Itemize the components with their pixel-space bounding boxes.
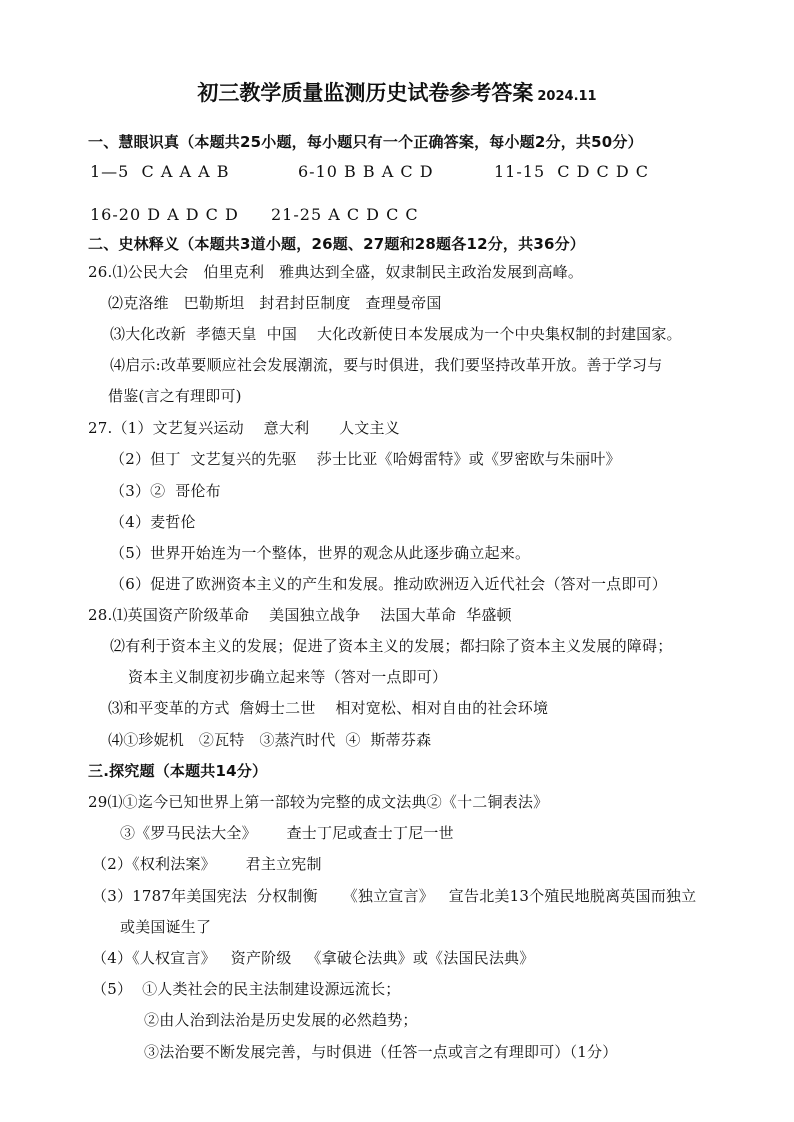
q29-line: ③法治要不断发展完善，与时俱进（任答一点或言之有理即可）（1分） [144, 1043, 618, 1061]
q26-line: ⑵克洛维 巴勒斯坦 封君封臣制度 查理曼帝国 [108, 294, 442, 312]
q27-line: 27.（1）文艺复兴运动 意大利 人文主义 [88, 419, 400, 437]
q27-line: （4）麦哲伦 [110, 513, 196, 531]
q29-line: （2）《权利法案》 君主立宪制 [92, 855, 322, 873]
section2-heading: 二、史林释义（本题共3道小题，26题、27题和28题各12分，共36分） [88, 235, 586, 253]
page-title [0, 80, 794, 110]
q29-line: （5） ①人类社会的民主法制建设源远流长； [92, 980, 401, 998]
title-text: 初三教学质量监测历史试卷参考答案 [197, 81, 534, 105]
q27-line: （3）② 哥伦布 [110, 482, 221, 500]
q26-line: 26.⑴公民大会 伯里克利 雅典达到全盛，奴隶制民主政治发展到高峰。 [88, 263, 584, 281]
q26-line: ⑶大化改新 孝德天皇 中国 大化改新使日本发展成为一个中央集权制的封建国家。 [110, 325, 682, 343]
mc-answers-6-10: 6-10 B B A C D [298, 162, 434, 181]
q29-line: 或美国诞生了 [120, 918, 212, 936]
q28-line: ⑵有利于资本主义的发展；促进了资本主义的发展；都扫除了资本主义发展的障碍； [110, 637, 673, 655]
q28-line: 资本主义制度初步确立起来等（答对一点即可） [128, 668, 448, 686]
q28-line: ⑷①珍妮机 ②瓦特 ③蒸汽时代 ④ 斯蒂芬森 [108, 731, 432, 749]
q27-line: （5）世界开始连为一个整体，世界的观念从此逐步确立起来。 [110, 544, 531, 562]
mc-answers-21-25: 21-25 A C D C C [271, 205, 419, 224]
q26-line: ⑷启示:改革要顺应社会发展潮流，要与时俱进，我们要坚持改革开放。善于学习与 [110, 356, 663, 374]
q26-line: 借鉴(言之有理即可) [108, 387, 242, 405]
mc-answers-11-15: 11-15 C D C D C [494, 162, 650, 181]
q29-line: ②由人治到法治是历史发展的必然趋势； [144, 1011, 418, 1029]
mc-answers-1-5: 1—5 C A A A B [90, 162, 230, 181]
mc-answers-16-20: 16-20 D A D C D [90, 205, 239, 224]
q28-line: ⑶和平变革的方式 詹姆士二世 相对宽松、相对自由的社会环境 [108, 699, 549, 717]
section3-heading: 三.探究题（本题共14分） [88, 762, 268, 780]
q27-line: （2）但丁 文艺复兴的先驱 莎士比亚《哈姆雷特》或《罗密欧与朱丽叶》 [110, 450, 621, 468]
q27-line: （6）促进了欧洲资本主义的产生和发展。推动欧洲迈入近代社会（答对一点即可） [110, 575, 667, 593]
q29-line: （3）1787年美国宪法 分权制衡 《独立宣言》 宣告北美13个殖民地脱离英国而独立 [92, 887, 697, 905]
q29-line: ③《罗马民法大全》 查士丁尼或查士丁尼一世 [120, 824, 454, 842]
title-date: 2024.11 [537, 89, 597, 104]
q28-line: 28.⑴英国资产阶级革命 美国独立战争 法国大革命 华盛顿 [88, 606, 512, 624]
q29-line: 29⑴①迄今已知世界上第一部较为完整的成文法典②《十二铜表法》 [88, 793, 549, 811]
q29-line: （4）《人权宣言》 资产阶级 《拿破仑法典》或《法国民法典》 [92, 949, 535, 967]
section1-heading: 一、慧眼识真（本题共25小题，每小题只有一个正确答案，每小题2分，共50分） [88, 133, 643, 151]
